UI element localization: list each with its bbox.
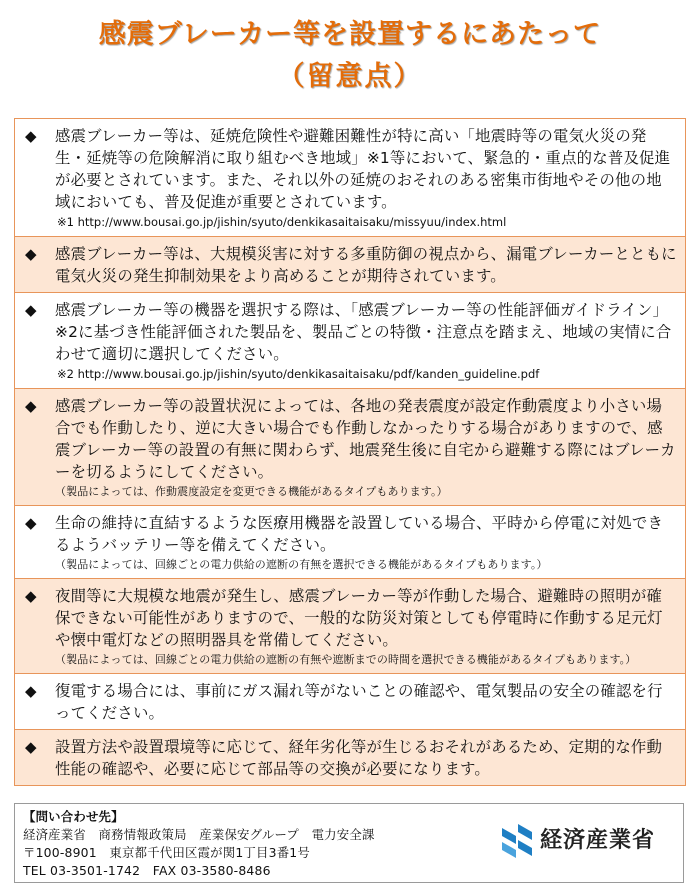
- diamond-bullet-icon: ◆: [25, 682, 37, 700]
- item-text: 感震ブレーカー等の設置状況によっては、各地の発表震度が設定作動震度より小さい場合でも作動したり、逆に大きい場合でも作動しなかったりする場合がありますので、感震ブレーカー等の設置の有無に関わらず、地震発生後に自宅から避難する際にはブレーカーを切るようにしてください。: [55, 397, 676, 481]
- item-note: （製品によっては、作動震度設定を変更できる機能があるタイプもあります。）: [55, 485, 448, 498]
- item-reference: ※2 http://www.bousai.go.jp/jishin/syuto/denkikasaitaisaku/pdf/kanden_guideline.pdf: [57, 367, 540, 381]
- item-text: 感震ブレーカー等は、延焼危険性や避難困難性が特に高い「地震時等の電気火災の発生・延焼等の危険解消に取り組むべき地域」※1等において、緊急的・重点的な普及促進が必要とされています。また、それ以外の延焼のおそれのある密集市街地やその他の地域においても、普及促進が重要とされています。: [55, 127, 671, 211]
- item-text: 設置方法や設置環境等に応じて、経年劣化等が生じるおそれがあるため、定期的な作動性能の確認や、必要に応じて部品等の交換が必要になります。: [55, 738, 663, 778]
- diamond-bullet-icon: ◆: [25, 738, 37, 756]
- list-item: [15, 506, 685, 579]
- contact-department: 経済産業省 商務情報政策局 産業保安グループ 電力安全課: [23, 827, 375, 842]
- item-text: 夜間等に大規模な地震が発生し、感震ブレーカー等が作動した場合、避難時の照明が確保できない可能性がありますので、一般的な防災対策としても停電時に作動する足元灯や懐中電灯などの照明器具を常備してください。: [55, 587, 663, 649]
- list-item: [15, 119, 685, 237]
- item-text: 感震ブレーカー等の機器を選択する際は、「感震ブレーカー等の性能評価ガイドライン」※2に基づき性能評価された製品を、製品ごとの特徴・注意点を踏まえ、地域の実情に合わせて適切に選択してください。: [55, 301, 672, 363]
- list-item: [15, 389, 685, 506]
- meti-logo-icon: [500, 822, 534, 860]
- diamond-bullet-icon: ◆: [25, 397, 37, 415]
- diamond-bullet-icon: ◆: [25, 127, 37, 145]
- list-item: [15, 237, 685, 293]
- diamond-bullet-icon: ◆: [25, 587, 37, 605]
- item-text: 復電する場合には、事前にガス漏れ等がないことの確認や、電気製品の安全の確認を行ってください。: [55, 682, 663, 722]
- contact-box: [14, 803, 684, 883]
- item-text: 感震ブレーカー等は、大規模災害に対する多重防御の視点から、漏電ブレーカーとともに電気火災の発生抑制効果をより高めることが期待されています。: [55, 245, 677, 285]
- item-note: （製品によっては、回線ごとの電力供給の遮断の有無や遮断までの時間を選択できる機能があるタイプもあります。）: [55, 653, 637, 666]
- contact-address: 〒100-8901 東京都千代田区霞が関1丁目3番1号: [23, 845, 310, 860]
- meti-logo: [500, 822, 655, 860]
- diamond-bullet-icon: ◆: [25, 245, 37, 263]
- contact-phone: TEL 03-3501-1742 FAX 03-3580-8486: [23, 863, 271, 878]
- list-item: [15, 730, 685, 785]
- diamond-bullet-icon: ◆: [25, 514, 37, 532]
- item-text: 生命の維持に直結するような医療用機器を設置している場合、平時から停電に対処できるようバッテリー等を備えてください。: [55, 514, 664, 554]
- page-title: 感震ブレーカー等を設置するにあたって: [98, 19, 602, 50]
- list-item: [15, 579, 685, 674]
- list-item: [15, 293, 685, 389]
- item-reference: ※1 http://www.bousai.go.jp/jishin/syuto/denkikasaitaisaku/missyuu/index.html: [57, 215, 507, 229]
- logo-text: 経済産業省: [539, 828, 655, 853]
- diamond-bullet-icon: ◆: [25, 301, 37, 319]
- page-subtitle: （留意点）: [277, 61, 423, 92]
- item-note: （製品によっては、回線ごとの電力供給の遮断の有無を選択できる機能があるタイプもあります。）: [55, 558, 548, 571]
- notes-list: [14, 118, 686, 786]
- list-item: [15, 674, 685, 730]
- contact-heading: 【問い合わせ先】: [23, 809, 124, 824]
